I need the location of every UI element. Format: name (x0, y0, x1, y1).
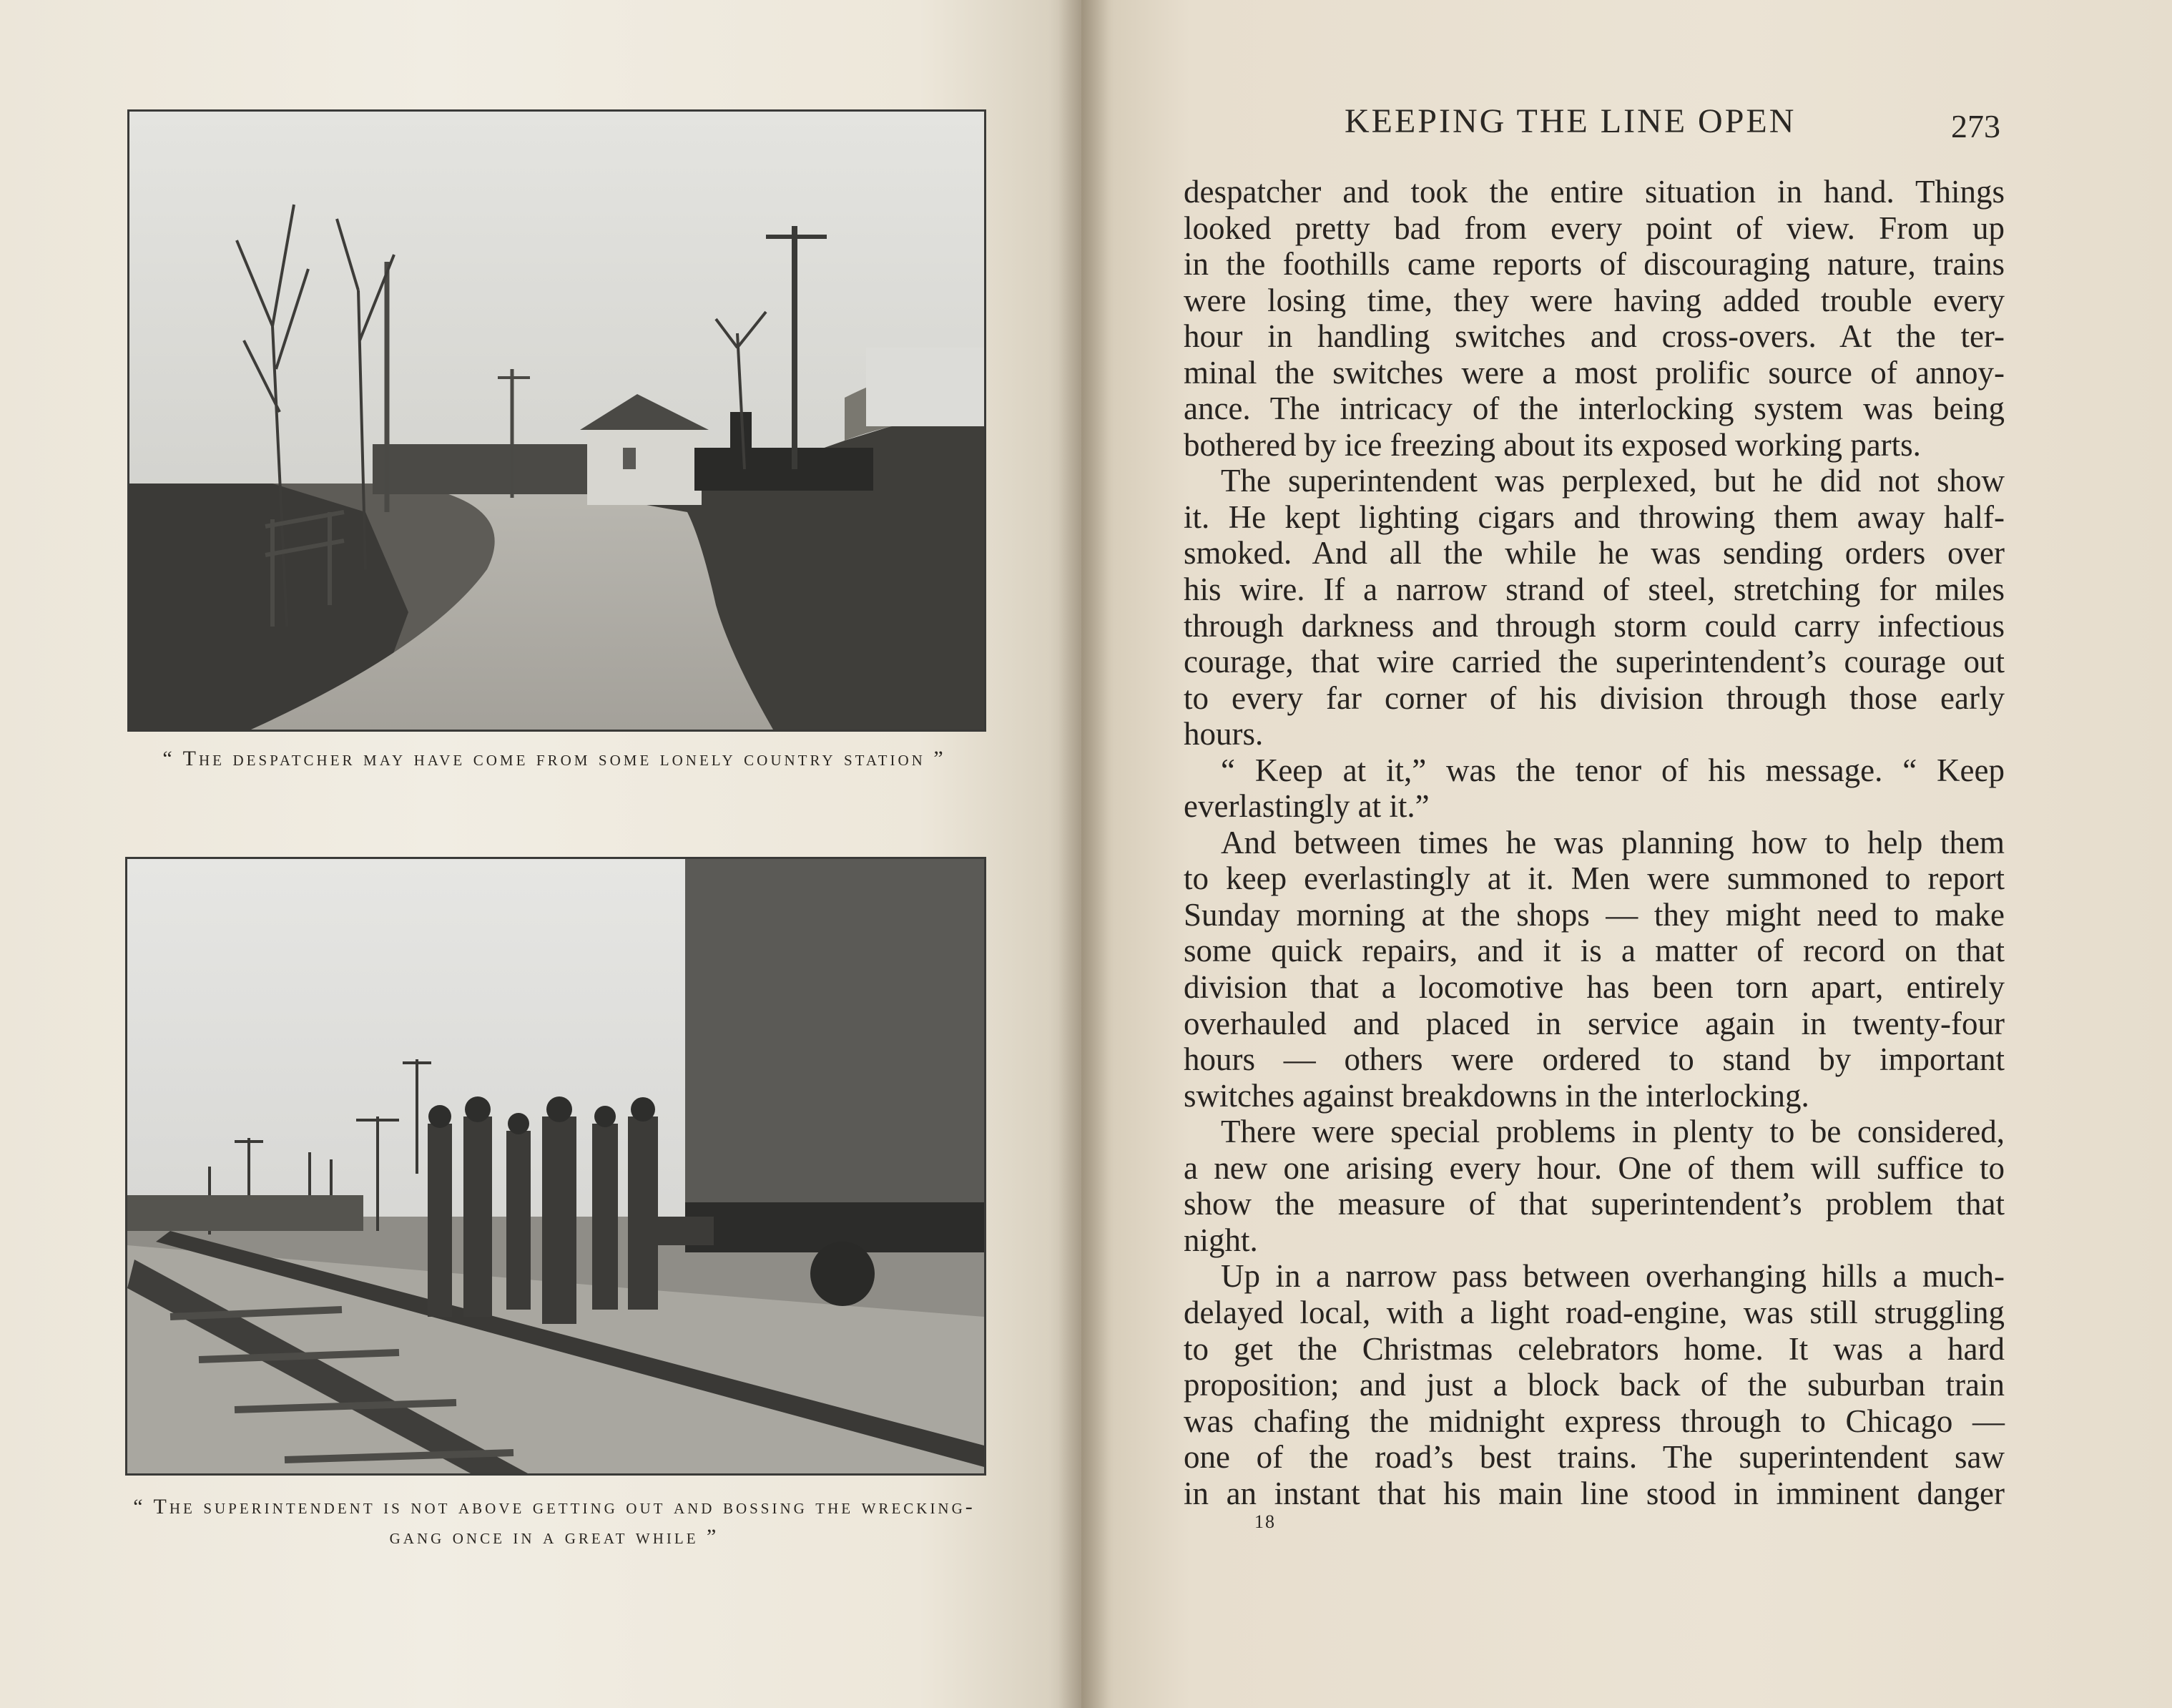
text-line: through darkness and through storm could carry infectious (1184, 607, 2005, 644)
text-line: minal the switches were a most prolific source of annoy- (1184, 354, 2005, 391)
page-number: 273 (1951, 108, 2000, 144)
text-line: The superintendent was perplexed, but he did not show (1221, 463, 2005, 499)
text-line: delayed local, with a light road-engine, was still struggling (1184, 1294, 2005, 1330)
text-line: show the measure of that superintendent’s problem that (1184, 1186, 2005, 1222)
text-line: to get the Christmas celebrators home. It was a hard (1184, 1330, 2005, 1367)
text-line: “ Keep at it,” was the tenor of his message. “ Keep (1221, 752, 2005, 788)
book-gutter (1058, 0, 1109, 1708)
running-head: KEEPING THE LINE OPEN (1345, 102, 1797, 140)
text-line: division that a locomotive has been torn apart, entirely (1184, 969, 2005, 1006)
text-line: overhauled and placed in service again in twenty-four (1184, 1005, 2005, 1041)
text-line: looked pretty bad from every point of view. From up (1184, 210, 2005, 246)
left-page (0, 0, 1081, 1708)
text-line: courage, that wire carried the superintendent’s courage out (1184, 644, 2005, 680)
text-line: bothered by ice freezing about its exposed working parts. (1184, 426, 1921, 463)
text-line: one of the road’s best trains. The superintendent saw (1184, 1439, 2005, 1476)
text-line: There were special problems in plenty to be considered, (1221, 1114, 2005, 1150)
text-line: Sunday morning at the shops — they might need to make (1184, 896, 2005, 933)
text-line: And between times he was planning how to help them (1221, 824, 2005, 860)
text-line: night. (1184, 1222, 1258, 1258)
text-line: to keep everlastingly at it. Men were summoned to report (1184, 860, 2005, 897)
text-line: ance. The intricacy of the interlocking system was being (1184, 391, 2005, 427)
text-line: were losing time, they were having added trouble every (1184, 282, 2005, 318)
photo-caption: “ The superintendent is not above getting out and bossing the wrecking-gang once in a great while ” (133, 1495, 976, 1549)
text-line: was chafing the midnight express through to Chicago — (1184, 1403, 2005, 1439)
text-line: to every far corner of his division through those early (1184, 679, 2005, 716)
text-line: switches against breakdowns in the interlocking. (1184, 1077, 1809, 1114)
text-line: Up in a narrow pass between overhanging hills a much- (1221, 1258, 2005, 1295)
text-line: it. He kept lighting cigars and throwing them away half- (1184, 499, 2005, 535)
country-station-photo (127, 109, 986, 732)
text-line: in an instant that his main line stood in imminent danger (1184, 1475, 2005, 1511)
body-text (1184, 174, 2005, 1511)
photo-caption: “ The despatcher may have come from some lonely country station ” (162, 747, 946, 770)
text-line: proposition; and just a block back of the suburban train (1184, 1367, 2005, 1403)
text-line: hour in handling switches and cross-overs. At the ter- (1184, 318, 2005, 355)
signature-mark: 18 (1254, 1511, 1276, 1532)
wrecking-gang-photo (125, 857, 986, 1476)
text-line: hours — others were ordered to stand by important (1184, 1041, 2005, 1078)
text-line: in the foothills came reports of discouraging nature, trains (1184, 246, 2005, 283)
text-line: his wire. If a narrow strand of steel, stretching for miles (1184, 571, 2005, 608)
text-line: everlastingly at it.” (1184, 788, 1430, 825)
text-line: despatcher and took the entire situation in hand. Things (1184, 174, 2005, 210)
text-line: hours. (1184, 716, 1264, 752)
text-line: a new one arising every hour. One of them will suffice to (1184, 1149, 2005, 1186)
text-line: smoked. And all the while he was sending orders over (1184, 535, 2005, 571)
text-line: some quick repairs, and it is a matter of record on that (1184, 933, 2005, 969)
